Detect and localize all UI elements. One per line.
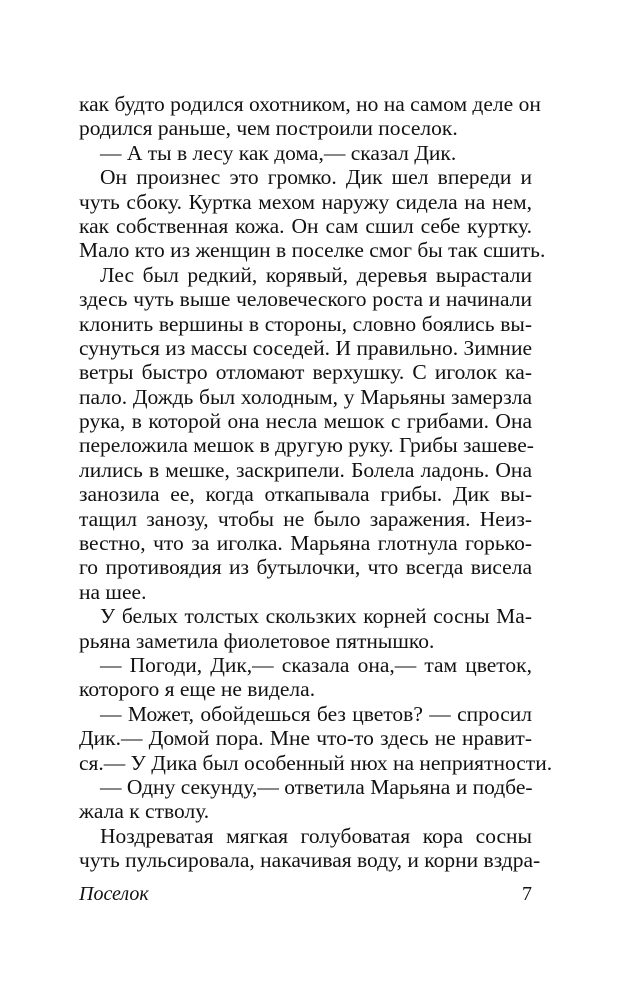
text-line: жала к стволу.: [79, 799, 210, 824]
text-line: чуть сбоку. Куртка мехом наружу сидела на нем,: [79, 189, 532, 214]
body-text: [79, 92, 553, 873]
text-line: Лес был редкий, корявый, деревья вырастали: [100, 262, 532, 287]
text-line: рука, в которой она несла мешок с грибами. Она: [79, 409, 532, 434]
text-line: клонить вершины в стороны, словно боялись вы-: [79, 311, 532, 336]
text-line: как собственная кожа. Он сам сшил себе куртку.: [79, 213, 532, 238]
text-line: Он произнес это громко. Дик шел впереди и: [100, 165, 532, 190]
text-line: на шее.: [79, 579, 147, 604]
text-line: ветры быстро отломают верхушку. С иголок ка-: [79, 360, 532, 385]
text-line: вестно, что за иголка. Марьяна глотнула горько-: [79, 531, 532, 556]
text-line: занозила ее, когда откапывала грибы. Дик вы-: [79, 482, 532, 507]
text-line: — Может, обойдешься без цветов? — спросил: [100, 701, 532, 726]
text-line: чуть пульсировала, накачивая воду, и корни вздра-: [79, 848, 541, 873]
text-line: родился раньше, чем построили поселок.: [79, 116, 458, 141]
text-line: Ноздреватая мягкая голубоватая кора сосны: [100, 823, 532, 848]
text-line: переложила мешок в другую руку. Грибы зашеве-: [79, 433, 534, 458]
text-line: Дик.— Домой пора. Мне что-то здесь не нравит-: [79, 726, 532, 751]
text-line: рьяна заметила фиолетовое пятнышко.: [79, 628, 435, 653]
page-number: 7: [522, 883, 532, 905]
text-line: — Одну секунду,— ответила Марьяна и подбе-: [100, 774, 533, 799]
text-line: лились в мешке, заскрипели. Болела ладонь. Она: [79, 457, 532, 482]
text-line: У белых толстых скользких корней сосны Ма-: [100, 604, 532, 629]
text-line: как будто родился охотником, но на самом деле он: [79, 92, 541, 116]
running-title: Поселок: [79, 883, 149, 905]
text-line: — Погоди, Дик,— сказала она,— там цветок,: [100, 652, 532, 677]
text-line: здесь чуть выше человеческого роста и начинали: [79, 287, 532, 312]
page-footer: [79, 880, 532, 908]
text-line: тащил занозу, чтобы не было заражения. Неиз-: [79, 506, 532, 531]
text-line: ся.— У Дика был особенный нюх на неприятности.: [79, 750, 553, 775]
text-line: которого я еще не видела.: [79, 677, 316, 702]
text-line: сунуться из массы соседей. И правильно. Зимние: [79, 335, 532, 360]
text-line: — А ты в лесу как дома,— сказал Дик.: [100, 140, 457, 165]
text-line: Мало кто из женщин в поселке смог бы так сшить.: [79, 238, 546, 263]
text-line: пало. Дождь был холодным, у Марьяны замерзла: [79, 384, 532, 409]
text-line: го противоядия из бутылочки, что всегда висела: [79, 555, 532, 580]
